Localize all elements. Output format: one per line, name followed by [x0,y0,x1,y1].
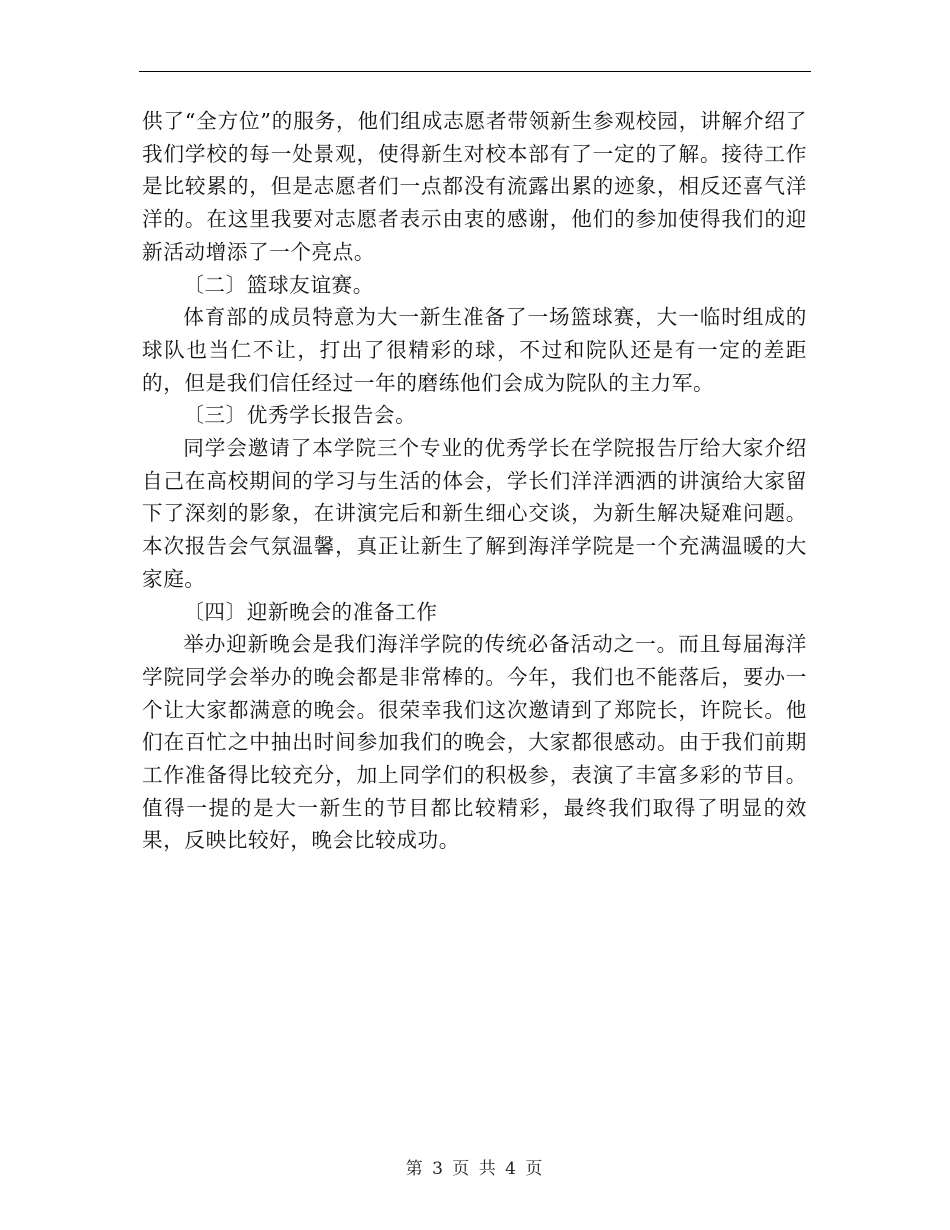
heading-welcome-party: 〔四〕迎新晚会的准备工作 [183,599,438,624]
paragraph-basketball: 体育部的成员特意为大一新生准备了一场篮球赛，大一临时组成的球队也当仁不让，打出了很精彩的球，不过和院队还是有一定的差距的，但是我们信任经过一年的磨练他们会成为院队的主力军。 [142,305,807,395]
paragraph-welcome-party: 举办迎新晚会是我们海洋学院的传统必备活动之一。而且每届海洋学院同学会举办的晚会都是非常棒的。今年，我们也不能落后，要办一个让大家都满意的晚会。很荣幸我们这次邀请到了郑院长，许院长。他们在百忙之中抽出时间参加我们的晚会，大家都很感动。由于我们前期工作准备得比较充分，加上同学们的积极参，表演了丰富多彩的节目。值得一提的是大一新生的节目都比较精彩，最终我们取得了明显的效果，反映比较好，晚会比较成功。 [142,632,807,853]
paragraph-report-meeting: 同学会邀请了本学院三个专业的优秀学长在学院报告厅给大家介绍自己在高校期间的学习与生活的体会，学长们洋洋洒洒的讲演给大家留下了深刻的影象，在讲演完后和新生细心交谈，为新生解决疑难问题。本次报告会气氛温馨，真正让新生了解到海洋学院是一个充满温暖的大家庭。 [142,436,807,591]
document-body [142,105,807,857]
heading-basketball: 〔二〕篮球友谊赛。 [183,272,374,297]
heading-report-meeting: 〔三〕优秀学长报告会。 [183,403,417,428]
header-rule [139,71,811,72]
page-number-footer: 第 3 页 共 4 页 [405,1159,545,1179]
paragraph-volunteers: 供了“全方位”的服务，他们组成志愿者带领新生参观校园，讲解介绍了我们学校的每一处景观，使得新生对校本部有了一定的了解。接待工作是比较累的，但是志愿者们一点都没有流露出累的迹象，相反还喜气洋洋的。在这里我要对志愿者表示由衷的感谢，他们的参加使得我们的迎新活动增添了一个亮点。 [142,109,807,264]
